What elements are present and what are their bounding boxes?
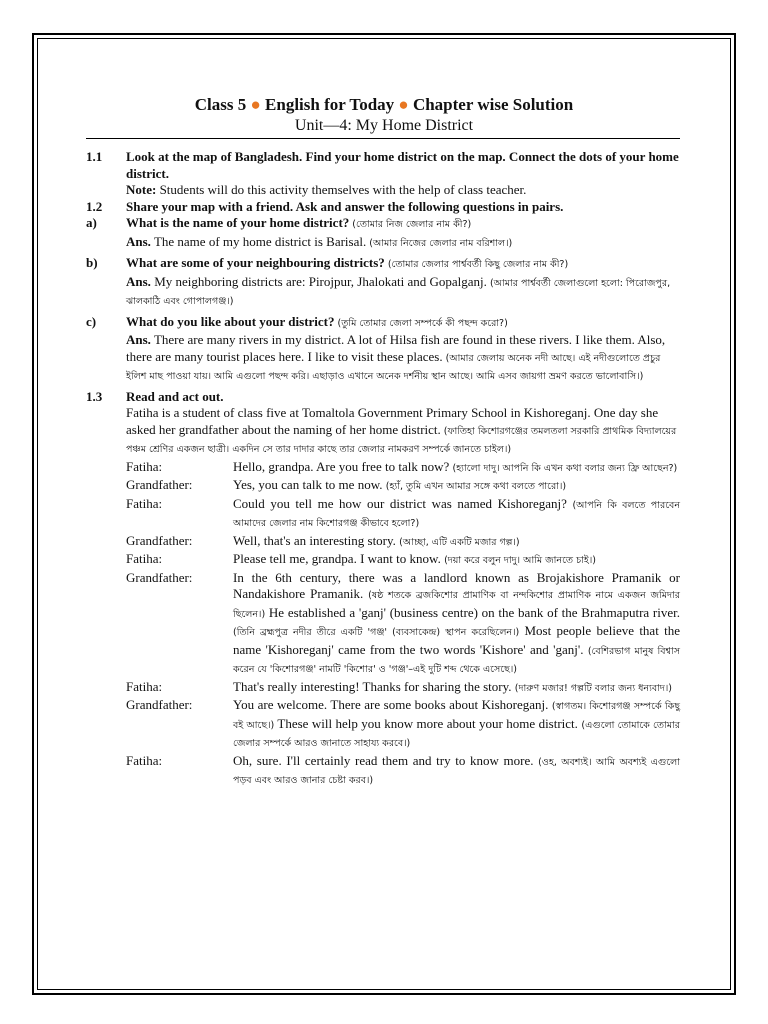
dialogue-line bbox=[126, 551, 680, 570]
page-title bbox=[0, 94, 768, 116]
utterance-en: That's really interesting! Thanks for sharing the story. bbox=[233, 678, 515, 694]
answer-en: There are many rivers in my district. A lot of Hilsa fish are found in these rivers. I like them. Also, there are many tourist places here. I like to visit these places. bbox=[126, 332, 666, 364]
answer bbox=[126, 234, 680, 253]
question-label: b) bbox=[86, 255, 98, 270]
dialogue-speaker: Grandfather: bbox=[126, 532, 193, 548]
dialogue-utterance bbox=[233, 459, 680, 478]
utterance-en: Yes, you can talk to me now. bbox=[233, 477, 386, 492]
utterance-bn: (এগুলো তোমাকে তোমার জেলার সম্পর্কে আরও জানাতে সাহায্য করবে।) bbox=[233, 719, 680, 749]
dialogue-speaker: Grandfather: bbox=[126, 569, 193, 585]
utterance-en: He established a 'ganj' (business centre) on the bank of the Brahmaputra river. bbox=[265, 604, 680, 620]
dialogue-utterance bbox=[233, 697, 680, 753]
dialogue-utterance bbox=[233, 533, 680, 552]
dialogue-line bbox=[126, 753, 680, 790]
note bbox=[126, 182, 680, 199]
dialogue-speaker: Fatiha: bbox=[126, 752, 163, 768]
dialogue-utterance bbox=[233, 570, 680, 679]
dialogue-line bbox=[126, 533, 680, 552]
utterance-bn: (হ্যালো দাদু। আপনি কি এখন কথা বলার জন্য ফ্রি আছেন?) bbox=[452, 462, 678, 474]
section-heading: Read and act out. bbox=[126, 388, 224, 404]
note-label: Note: bbox=[126, 182, 157, 197]
story-intro bbox=[126, 405, 680, 459]
question-bn: (তোমার নিজ জেলার নাম কী?) bbox=[349, 219, 472, 230]
answer-en: The name of my home district is Barisal. bbox=[150, 233, 367, 249]
title-class: Class 5 bbox=[194, 95, 247, 114]
utterance-en: Please tell me, grandpa. I want to know. bbox=[233, 551, 445, 566]
utterance-en: These will help you know more about your home district. bbox=[274, 715, 582, 731]
answer-label: Ans. bbox=[126, 273, 151, 289]
dialogue-speaker: Fatiha: bbox=[126, 495, 163, 511]
section-number: 1.2 bbox=[86, 198, 103, 214]
utterance-en: Hello, grandpa. Are you free to talk now? bbox=[233, 458, 453, 474]
dialogue-speaker: Fatiha: bbox=[126, 551, 163, 566]
section-1-3 bbox=[86, 389, 680, 790]
dialogue-line bbox=[126, 679, 680, 698]
utterance-bn: (দারুণ মজার! গল্পটি বলার জন্য ধন্যবাদ।) bbox=[514, 682, 672, 694]
section-1-2 bbox=[86, 199, 680, 216]
dialogue-utterance bbox=[233, 753, 680, 790]
intro-en: Fatiha is a student of class five at Tomaltola Government Primary School in Kishoreganj. One day she asked her grandfather about the naming of her home district. bbox=[126, 405, 659, 437]
question-c bbox=[86, 314, 680, 386]
dialogue-speaker: Grandfather: bbox=[126, 477, 193, 492]
utterance-bn: (আপনি কি বলতে পারবেন আমাদের জেলার নাম কিশোরগঞ্জ কীভাবে হলো?) bbox=[233, 499, 680, 529]
note-text: Students will do this activity themselves with the help of class teacher. bbox=[156, 182, 527, 197]
section-number: 1.1 bbox=[86, 149, 103, 164]
dialogue-speaker: Fatiha: bbox=[126, 458, 163, 474]
dialogue-line bbox=[126, 570, 680, 679]
dialogue-utterance bbox=[233, 679, 680, 698]
dialogue-line bbox=[126, 459, 680, 478]
page-subtitle: Unit—4: My Home District bbox=[294, 117, 474, 134]
title-book: English for Today bbox=[265, 95, 395, 114]
bullet-icon: ● bbox=[398, 95, 409, 114]
question-label: a) bbox=[86, 215, 97, 230]
utterance-en: You are welcome. There are some books about Kishoreganj. bbox=[233, 697, 552, 712]
utterance-en: Well, that's an interesting story. bbox=[233, 532, 400, 548]
utterance-en: Most people believe that the name 'Kishoreganj' came from the two words 'Kishore' and 'ganj'. bbox=[233, 623, 680, 657]
utterance-bn: (বেশিরভাগ মানুষ বিশ্বাস করেন যে 'কিশোরগঞ্জ' নামটি 'কিশোর' ও 'গঞ্জ'–এই দুটি শব্দ থেকে এসেছে।) bbox=[233, 645, 680, 675]
answer bbox=[126, 332, 680, 386]
section-number: 1.3 bbox=[86, 388, 103, 404]
answer-bn: (আমার পার্শ্ববর্তী জেলাগুলো হলো: পিরোজপুর, ঝালকাঠি এবং গোপালগঞ্জ।) bbox=[126, 277, 671, 307]
utterance-bn: (দয়া করে বলুন দাদু। আমি জানতে চাই।) bbox=[444, 555, 596, 566]
dialogue-utterance bbox=[233, 477, 680, 496]
dialogue bbox=[126, 459, 680, 790]
header-divider bbox=[86, 138, 680, 139]
answer-label: Ans. bbox=[126, 332, 151, 347]
question-text bbox=[126, 314, 680, 333]
question-text bbox=[126, 215, 680, 234]
section-1-1 bbox=[86, 149, 680, 199]
question-en: What is the name of your home district? bbox=[126, 215, 350, 230]
dialogue-speaker: Fatiha: bbox=[126, 678, 163, 694]
utterance-en: Could you tell me how our district was named Kishoreganj? bbox=[233, 495, 573, 511]
section-question: Share your map with a friend. Ask and answer the following questions in pairs. bbox=[126, 198, 564, 214]
title-solution: Chapter wise Solution bbox=[412, 95, 574, 114]
answer-label: Ans. bbox=[126, 233, 151, 249]
section-question: Look at the map of Bangladesh. Find your home district on the map. Connect the dots of your home district. bbox=[126, 149, 679, 181]
answer bbox=[126, 274, 680, 311]
dialogue-utterance bbox=[233, 496, 680, 533]
utterance-en: Oh, sure. I'll certainly read them and try to know more. bbox=[233, 752, 539, 768]
page-content bbox=[86, 149, 680, 790]
dialogue-utterance bbox=[233, 551, 680, 570]
utterance-en: In the 6th century, there was a landlord known as Brojakishore Pramanik or Nandakishore Pramanik. bbox=[233, 569, 680, 601]
utterance-bn: (স্বাগতম। কিশোরগঞ্জ সম্পর্কে কিছু বই আছে।) bbox=[233, 701, 680, 731]
utterance-bn: (হ্যাঁ, তুমি এখন আমার সঙ্গে কথা বলতে পারো।) bbox=[385, 481, 567, 492]
dialogue-line bbox=[126, 697, 680, 753]
utterance-bn: (ষষ্ঠ শতকে ব্রজকিশোর প্রামাণিক বা নন্দকিশোর প্রামাণিক নামে একজন জমিদার ছিলেন।) bbox=[233, 590, 680, 620]
question-en: What are some of your neighbouring districts? bbox=[126, 255, 385, 270]
question-a bbox=[86, 215, 680, 252]
dialogue-line bbox=[126, 477, 680, 496]
page-header bbox=[0, 94, 768, 136]
question-bn: (তোমার জেলার পার্শ্ববর্তী কিছু জেলার নাম কী?) bbox=[384, 259, 569, 270]
question-en: What do you like about your district? bbox=[126, 313, 335, 329]
answer-en: My neighboring districts are: Pirojpur, Jhalokati and Gopalganj. bbox=[150, 273, 487, 289]
question-b bbox=[86, 255, 680, 311]
utterance-bn: (তিনি ব্রহ্মপুত্র নদীর তীরে একটি 'গঞ্জ' (ব্যবসাকেন্দ্র) স্থাপন করেছিলেন।) bbox=[233, 627, 520, 638]
answer-bn: (আমার জেলায় অনেক নদী আছে। এই নদীগুলোতে প্রচুর ইলিশ মাছ পাওয়া যায়। আমি এগুলো পছন্দ করি। এছাড়াও এখানে অনেক দর্শনীয় স্থান আছে। আমি এসব জায়গা ভ্রমণ করতে ভালোবাসি।) bbox=[126, 352, 661, 382]
intro-bn: (ফাতিহা কিশোরগঞ্জের তমলতলা সরকারি প্রাথমিক বিদ্যালয়ের পঞ্চম শ্রেণির একজন ছাত্রী। একদিন সে তার দাদার কাছে তার জেলার নামকরণ সম্পর্কে জানতে চাইল।) bbox=[126, 425, 677, 455]
utterance-bn: (আচ্ছা, এটি একটি মজার গল্প।) bbox=[399, 536, 520, 548]
answer-bn: (আমার নিজের জেলার নাম বরিশাল।) bbox=[366, 237, 513, 249]
bullet-icon: ● bbox=[250, 95, 261, 114]
question-bn: (তুমি তোমার জেলা সম্পর্কে কী পছন্দ করো?) bbox=[334, 317, 508, 329]
question-label: c) bbox=[86, 313, 97, 329]
utterance-bn: (ওহ, অবশ্যই। আমি অবশ্যই এগুলো পড়ব এবং আরও জানার চেষ্টা করব।) bbox=[233, 756, 680, 786]
question-text bbox=[126, 255, 680, 274]
dialogue-line bbox=[126, 496, 680, 533]
dialogue-speaker: Grandfather: bbox=[126, 697, 193, 712]
